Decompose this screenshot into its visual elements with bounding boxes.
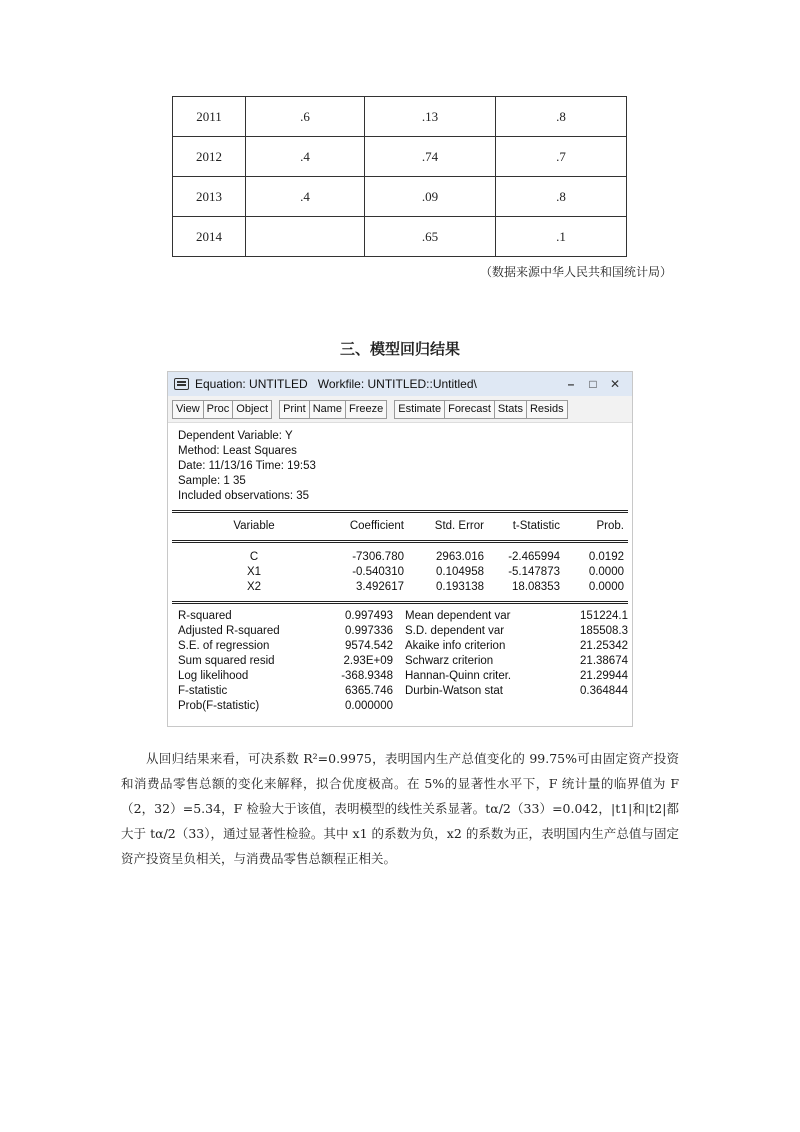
table-cell: .7 bbox=[496, 137, 627, 177]
stat-label: Hannan-Quinn criter. bbox=[405, 670, 512, 682]
table-cell: .6 bbox=[246, 97, 365, 137]
std-error-value: 2963.016 bbox=[436, 551, 484, 563]
stat-label: F-statistic bbox=[178, 685, 228, 697]
stat-value: 2.93E+09 bbox=[343, 655, 393, 667]
restore-button[interactable]: □ bbox=[589, 377, 597, 391]
window-title: Equation: UNTITLED Workfile: UNTITLED::Untitled\ bbox=[195, 377, 477, 391]
variable-name: C bbox=[249, 551, 259, 563]
table-row bbox=[173, 177, 627, 217]
header-std-error: Std. Error bbox=[434, 520, 484, 532]
stat-label: R-squared bbox=[178, 610, 232, 622]
coefficient-table bbox=[184, 544, 632, 601]
toolbar bbox=[168, 396, 632, 423]
regression-stats bbox=[178, 605, 632, 714]
prob-value: 0.0000 bbox=[588, 581, 624, 593]
sample: Sample: 1 35 bbox=[178, 475, 246, 487]
proc-button[interactable]: Proc bbox=[203, 400, 234, 419]
name-button[interactable]: Name bbox=[309, 400, 346, 419]
print-button[interactable]: Print bbox=[279, 400, 310, 419]
stat-label: Durbin-Watson stat bbox=[405, 685, 503, 697]
stat-label: Sum squared resid bbox=[178, 655, 275, 667]
stat-value bbox=[538, 699, 628, 714]
coefficient-value: -0.540310 bbox=[352, 566, 404, 578]
forecast-button[interactable]: Forecast bbox=[444, 400, 495, 419]
table-cell: .4 bbox=[246, 137, 365, 177]
analysis-paragraph: 从回归结果来看，可决系数 R²=0.9975，表明国内生产总值变化的 99.75%可由固定资产投资和消费品零售总额的变化来解释，拟合优度极高。在 5%的显著性水平下，F 统计量的临界值为 F（2，32）=5.34，F 检验大于该值，表明模型的线性关系显著。tα/2（33）=0.042，|t1|和|t2|都大于 tα/2（33），通过显著性检验。其中 x1 的系数为负，x2 的系数为正，表明国内生产总值与固定资产投资呈负相关，与消费品零售总额程正相关。 bbox=[121, 751, 679, 866]
date-time: Date: 11/13/16 Time: 19:53 bbox=[178, 460, 316, 472]
table-cell: .74 bbox=[365, 137, 496, 177]
coefficient-value: -7306.780 bbox=[352, 551, 404, 563]
table-cell: .13 bbox=[365, 97, 496, 137]
variable-name: X1 bbox=[246, 566, 262, 578]
stat-label: Mean dependent var bbox=[405, 610, 511, 622]
table-cell: .65 bbox=[365, 217, 496, 257]
header-coefficient: Coefficient bbox=[349, 520, 404, 532]
table-cell: .4 bbox=[246, 177, 365, 217]
section-title: 三、模型回归结果 bbox=[339, 340, 460, 358]
stat-value: 21.25342 bbox=[580, 640, 628, 652]
equation-window bbox=[167, 371, 633, 727]
coefficient-value: 3.492617 bbox=[356, 581, 404, 593]
table-row bbox=[173, 97, 627, 137]
stat-value: 0.364844 bbox=[580, 685, 628, 697]
stat-value: 0.000000 bbox=[345, 700, 393, 712]
stat-value: 9574.542 bbox=[345, 640, 393, 652]
table-cell bbox=[246, 217, 365, 257]
stats-button[interactable]: Stats bbox=[494, 400, 527, 419]
table-row bbox=[173, 137, 627, 177]
freeze-button[interactable]: Freeze bbox=[345, 400, 387, 419]
source-note: （数据来源中华人民共和国统计局） bbox=[479, 265, 672, 279]
stat-value: 21.29944 bbox=[580, 670, 628, 682]
t-statistic-value: 18.08353 bbox=[512, 581, 560, 593]
stat-label: Schwarz criterion bbox=[405, 655, 494, 667]
equation-app-icon[interactable] bbox=[174, 378, 189, 390]
table-cell: .8 bbox=[496, 97, 627, 137]
stat-value: 0.997336 bbox=[345, 625, 393, 637]
stat-value: -368.9348 bbox=[341, 670, 393, 682]
header-t-statistic: t-Statistic bbox=[512, 520, 560, 532]
stat-value: 21.38674 bbox=[580, 655, 628, 667]
table-row bbox=[173, 217, 627, 257]
table-cell: 2011 bbox=[173, 97, 246, 137]
t-statistic-value: -5.147873 bbox=[508, 566, 560, 578]
window-titlebar[interactable] bbox=[168, 372, 632, 396]
stat-label: Log likelihood bbox=[178, 670, 249, 682]
stat-value: 0.997493 bbox=[345, 610, 393, 622]
included-observations: Included observations: 35 bbox=[178, 490, 310, 502]
stat-label: Akaike info criterion bbox=[405, 640, 506, 652]
stat-value: 151224.1 bbox=[580, 610, 628, 622]
stat-label bbox=[393, 699, 538, 714]
table-cell: 2014 bbox=[173, 217, 246, 257]
resids-button[interactable]: Resids bbox=[526, 400, 568, 419]
stat-value: 6365.746 bbox=[345, 685, 393, 697]
object-button[interactable]: Object bbox=[232, 400, 272, 419]
table-cell: .8 bbox=[496, 177, 627, 217]
data-table bbox=[172, 96, 627, 257]
stat-label: S.D. dependent var bbox=[405, 625, 505, 637]
variable-name: X2 bbox=[246, 581, 262, 593]
std-error-value: 0.104958 bbox=[436, 566, 484, 578]
table-cell: 2013 bbox=[173, 177, 246, 217]
header-variable: Variable bbox=[233, 520, 275, 532]
t-statistic-value: -2.465994 bbox=[508, 551, 560, 563]
stat-label: Adjusted R-squared bbox=[178, 625, 280, 637]
stat-value: 185508.3 bbox=[580, 625, 628, 637]
stat-label: S.E. of regression bbox=[178, 640, 270, 652]
header-prob: Prob. bbox=[596, 520, 624, 532]
prob-value: 0.0000 bbox=[588, 566, 624, 578]
method: Method: Least Squares bbox=[178, 445, 297, 457]
std-error-value: 0.193138 bbox=[436, 581, 484, 593]
estimate-button[interactable]: Estimate bbox=[394, 400, 445, 419]
close-button[interactable]: ✕ bbox=[609, 377, 621, 391]
stat-label: Prob(F-statistic) bbox=[178, 700, 260, 712]
minimize-button[interactable]: – bbox=[567, 377, 575, 391]
table-cell: .1 bbox=[496, 217, 627, 257]
view-button[interactable]: View bbox=[172, 400, 204, 419]
estimation-info bbox=[168, 423, 632, 510]
dependent-variable: Dependent Variable: Y bbox=[178, 430, 293, 442]
prob-value: 0.0192 bbox=[588, 551, 624, 563]
coefficient-header bbox=[184, 514, 632, 540]
table-cell: .09 bbox=[365, 177, 496, 217]
table-cell: 2012 bbox=[173, 137, 246, 177]
